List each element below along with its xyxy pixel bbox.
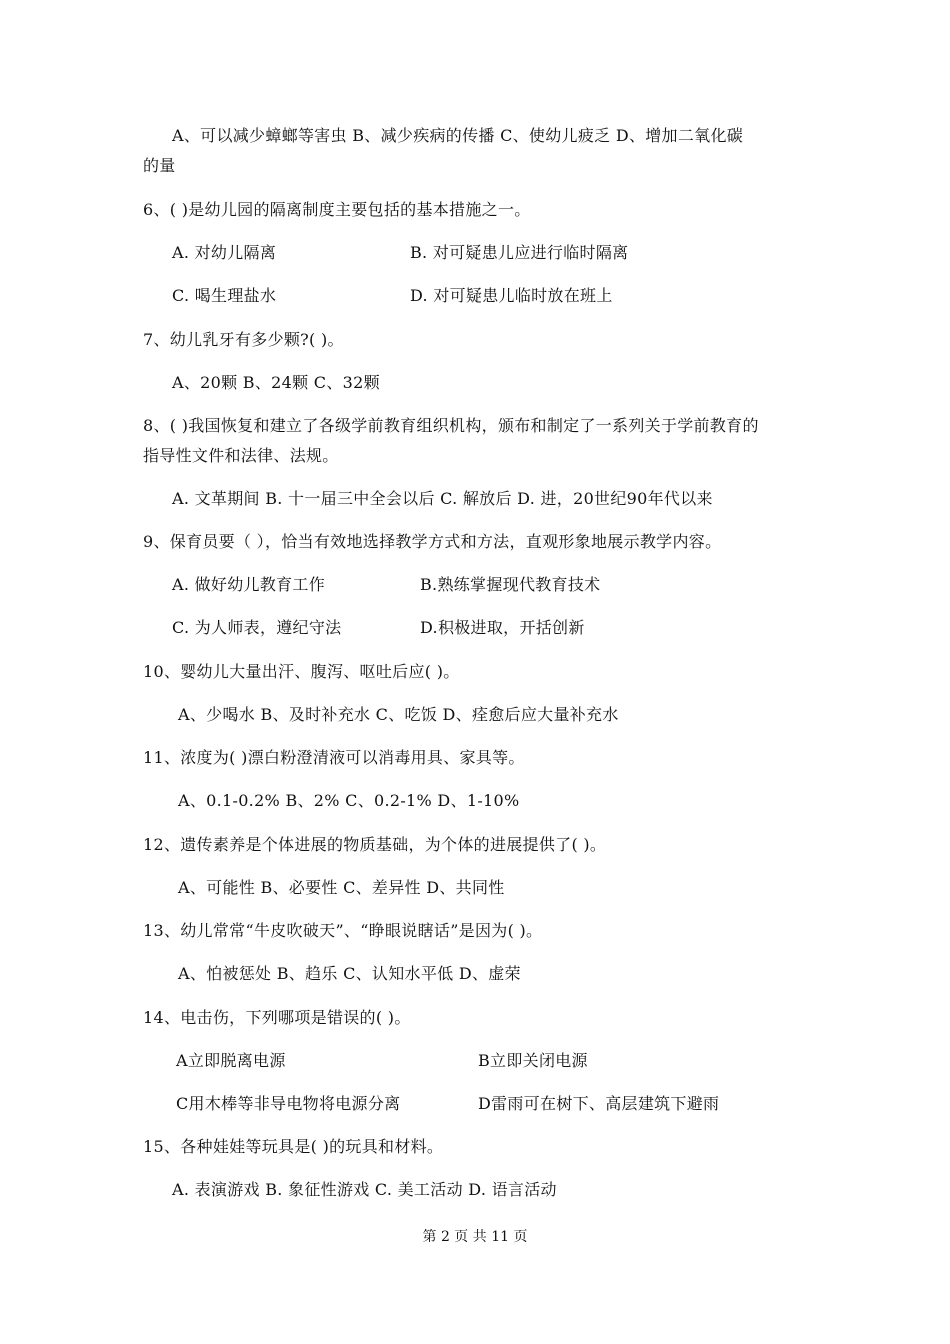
q8-stem: 8、( )我国恢复和建立了各级学前教育组织机构，颁布和制定了一系列关于学前教育的 <box>143 416 759 435</box>
q15-stem: 15、各种娃娃等玩具是( )的玩具和材料。 <box>143 1137 444 1156</box>
q13-stem: 13、幼儿常常“牛皮吹破天”、“睁眼说瞎话”是因为( )。 <box>143 921 543 940</box>
q15-options: A. 表演游戏 B. 象征性游戏 C. 美工活动 D. 语言活动 <box>172 1180 557 1199</box>
q5-options-continued: 的量 <box>143 156 176 175</box>
q7-options: A、20颗 B、24颗 C、32颗 <box>172 373 380 392</box>
q5-options: A、可以减少蟑螂等害虫 B、减少疾病的传播 C、使幼儿疲乏 D、增加二氧化碳 <box>172 126 744 145</box>
q9-option-c: C. 为人师表，遵纪守法 <box>172 618 342 637</box>
q9-option-a: A. 做好幼儿教育工作 <box>172 575 326 594</box>
q6-option-c: C. 喝生理盐水 <box>172 286 277 305</box>
page-footer: 第 2 页 共 11 页 <box>422 1229 528 1245</box>
q11-stem: 11、浓度为( )漂白粉澄清液可以消毒用具、家具等。 <box>143 748 525 767</box>
q11-options: A、0.1-0.2% B、2% C、0.2-1% D、1-10% <box>178 791 520 810</box>
q6-option-b: B. 对可疑患儿应进行临时隔离 <box>410 243 629 262</box>
q9-option-b: B.熟练掌握现代教育技术 <box>420 575 601 594</box>
q14-option-a: A立即脱离电源 <box>176 1051 286 1070</box>
q10-stem: 10、婴幼儿大量出汗、腹泻、呕吐后应( )。 <box>143 662 460 681</box>
q8-options: A. 文革期间 B. 十一届三中全会以后 C. 解放后 D. 进，20世纪90年代以来 <box>172 489 713 508</box>
q14-stem: 14、电击伤，下列哪项是错误的( )。 <box>143 1008 411 1027</box>
q6-option-a: A. 对幼儿隔离 <box>172 243 277 262</box>
q6-stem: 6、( )是幼儿园的隔离制度主要包括的基本措施之一。 <box>143 200 531 219</box>
q9-stem: 9、保育员要（ ），恰当有效地选择教学方式和方法，直观形象地展示教学内容。 <box>143 532 722 551</box>
q7-stem: 7、幼儿乳牙有多少颗?( )。 <box>143 330 344 349</box>
q8-stem-continued: 指导性文件和法律、法规。 <box>143 446 339 465</box>
q6-option-d: D. 对可疑患儿临时放在班上 <box>410 286 613 305</box>
q14-option-b: B立即关闭电源 <box>478 1051 588 1070</box>
q12-options: A、可能性 B、必要性 C、差异性 D、共同性 <box>178 878 505 897</box>
q10-options: A、少喝水 B、及时补充水 C、吃饭 D、痊愈后应大量补充水 <box>178 705 619 724</box>
q13-options: A、怕被惩处 B、趋乐 C、认知水平低 D、虚荣 <box>178 964 521 983</box>
q9-option-d: D.积极进取，开括创新 <box>420 618 585 637</box>
q14-option-d: D雷雨可在树下、高层建筑下避雨 <box>478 1094 720 1113</box>
q14-option-c: C用木棒等非导电物将电源分离 <box>176 1094 401 1113</box>
q12-stem: 12、遗传素养是个体进展的物质基础，为个体的进展提供了( )。 <box>143 835 607 854</box>
